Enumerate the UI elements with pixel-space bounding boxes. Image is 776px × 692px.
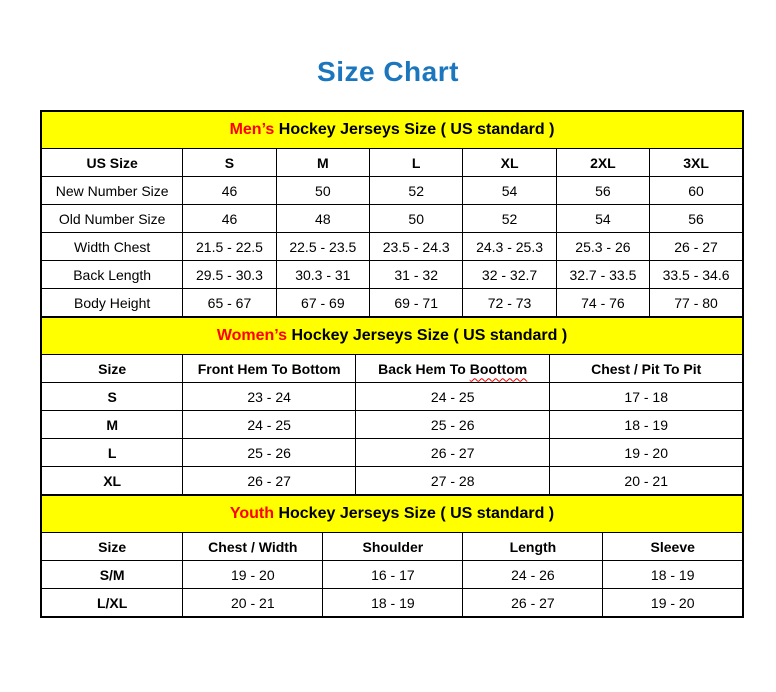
mens-header-row xyxy=(41,149,743,177)
cell: 20 - 21 xyxy=(183,589,323,618)
cell: 54 xyxy=(556,205,649,233)
col-header: 2XL xyxy=(556,149,649,177)
table-row xyxy=(41,411,743,439)
col-header: Length xyxy=(463,533,603,561)
table-row xyxy=(41,589,743,618)
youth-size-table xyxy=(40,494,744,618)
cell: 50 xyxy=(276,177,369,205)
cell: 23 - 24 xyxy=(183,383,356,411)
cell: 72 - 73 xyxy=(463,289,556,318)
cell: 67 - 69 xyxy=(276,289,369,318)
page-title: Size Chart xyxy=(317,56,459,87)
womens-banner-highlight: Women’s xyxy=(216,327,288,344)
cell: 29.5 - 30.3 xyxy=(183,261,276,289)
table-row xyxy=(41,561,743,589)
cell: 20 - 21 xyxy=(550,467,743,496)
mens-banner-rest: Hockey Jerseys Size ( US standard ) xyxy=(274,121,555,138)
cell: 23.5 - 24.3 xyxy=(370,233,463,261)
cell: 32 - 32.7 xyxy=(463,261,556,289)
col-header: Front Hem To Bottom xyxy=(183,355,356,383)
cell: 77 - 80 xyxy=(650,289,743,318)
mens-section-banner xyxy=(41,111,743,149)
cell: 24 - 26 xyxy=(463,561,603,589)
youth-banner-highlight: Youth xyxy=(229,505,274,522)
cell: 52 xyxy=(370,177,463,205)
col-header-misspelled xyxy=(355,355,549,383)
cell: 24.3 - 25.3 xyxy=(463,233,556,261)
mens-banner-highlight: Men’s xyxy=(229,121,275,138)
womens-section-banner xyxy=(41,317,743,355)
row-label: Old Number Size xyxy=(41,205,183,233)
cell: 56 xyxy=(650,205,743,233)
col-header: Size xyxy=(41,355,183,383)
cell: 52 xyxy=(463,205,556,233)
cell: 60 xyxy=(650,177,743,205)
cell: 26 - 27 xyxy=(650,233,743,261)
cell: 26 - 27 xyxy=(463,589,603,618)
cell: 19 - 20 xyxy=(183,561,323,589)
cell: 17 - 18 xyxy=(550,383,743,411)
cell: 33.5 - 34.6 xyxy=(650,261,743,289)
womens-size-table xyxy=(40,316,744,496)
cell: 48 xyxy=(276,205,369,233)
womens-banner-cell xyxy=(41,317,743,355)
size-label: XL xyxy=(41,467,183,496)
cell: 30.3 - 31 xyxy=(276,261,369,289)
cell: 50 xyxy=(370,205,463,233)
row-label: New Number Size xyxy=(41,177,183,205)
cell: 25 - 26 xyxy=(183,439,356,467)
table-row xyxy=(41,467,743,496)
cell: 19 - 20 xyxy=(550,439,743,467)
cell: 19 - 20 xyxy=(603,589,743,618)
row-label: Back Length xyxy=(41,261,183,289)
page xyxy=(0,56,776,618)
youth-banner-rest: Hockey Jerseys Size ( US standard ) xyxy=(274,505,555,522)
cell: 22.5 - 23.5 xyxy=(276,233,369,261)
womens-header-row xyxy=(41,355,743,383)
cell: 25 - 26 xyxy=(355,411,549,439)
cell: 26 - 27 xyxy=(183,467,356,496)
cell: 74 - 76 xyxy=(556,289,649,318)
cell: 24 - 25 xyxy=(355,383,549,411)
cell: 21.5 - 22.5 xyxy=(183,233,276,261)
table-row xyxy=(41,261,743,289)
col-header: Chest / Width xyxy=(183,533,323,561)
cell: 46 xyxy=(183,177,276,205)
cell: 24 - 25 xyxy=(183,411,356,439)
col-header: M xyxy=(276,149,369,177)
col-header: US Size xyxy=(41,149,183,177)
cell: 27 - 28 xyxy=(355,467,549,496)
cell: 25.3 - 26 xyxy=(556,233,649,261)
youth-header-row xyxy=(41,533,743,561)
col-header: XL xyxy=(463,149,556,177)
cell: 18 - 19 xyxy=(550,411,743,439)
cell: 16 - 17 xyxy=(323,561,463,589)
col-header: Sleeve xyxy=(603,533,743,561)
table-row xyxy=(41,205,743,233)
col-header: S xyxy=(183,149,276,177)
size-label: S xyxy=(41,383,183,411)
col-header: 3XL xyxy=(650,149,743,177)
cell: 31 - 32 xyxy=(370,261,463,289)
size-label: M xyxy=(41,411,183,439)
col-header: Chest / Pit To Pit xyxy=(550,355,743,383)
table-row xyxy=(41,177,743,205)
col-header: L xyxy=(370,149,463,177)
cell: 32.7 - 33.5 xyxy=(556,261,649,289)
youth-banner-cell xyxy=(41,495,743,533)
table-row xyxy=(41,439,743,467)
size-label: L/XL xyxy=(41,589,183,618)
cell: 54 xyxy=(463,177,556,205)
cell: 69 - 71 xyxy=(370,289,463,318)
row-label: Body Height xyxy=(41,289,183,318)
size-label: S/M xyxy=(41,561,183,589)
table-row xyxy=(41,383,743,411)
table-row xyxy=(41,233,743,261)
cell: 46 xyxy=(183,205,276,233)
col-header: Shoulder xyxy=(323,533,463,561)
cell: 65 - 67 xyxy=(183,289,276,318)
cell: 18 - 19 xyxy=(603,561,743,589)
col-header: Size xyxy=(41,533,183,561)
col-header-misspelled-word: Boottom xyxy=(469,360,528,377)
youth-section-banner xyxy=(41,495,743,533)
cell: 26 - 27 xyxy=(355,439,549,467)
table-row xyxy=(41,289,743,318)
mens-size-table xyxy=(40,110,744,318)
womens-banner-rest: Hockey Jerseys Size ( US standard ) xyxy=(287,327,568,344)
cell: 56 xyxy=(556,177,649,205)
row-label: Width Chest xyxy=(41,233,183,261)
col-header-prefix: Back Hem To xyxy=(378,360,466,377)
mens-banner-cell xyxy=(41,111,743,149)
cell: 18 - 19 xyxy=(323,589,463,618)
size-label: L xyxy=(41,439,183,467)
